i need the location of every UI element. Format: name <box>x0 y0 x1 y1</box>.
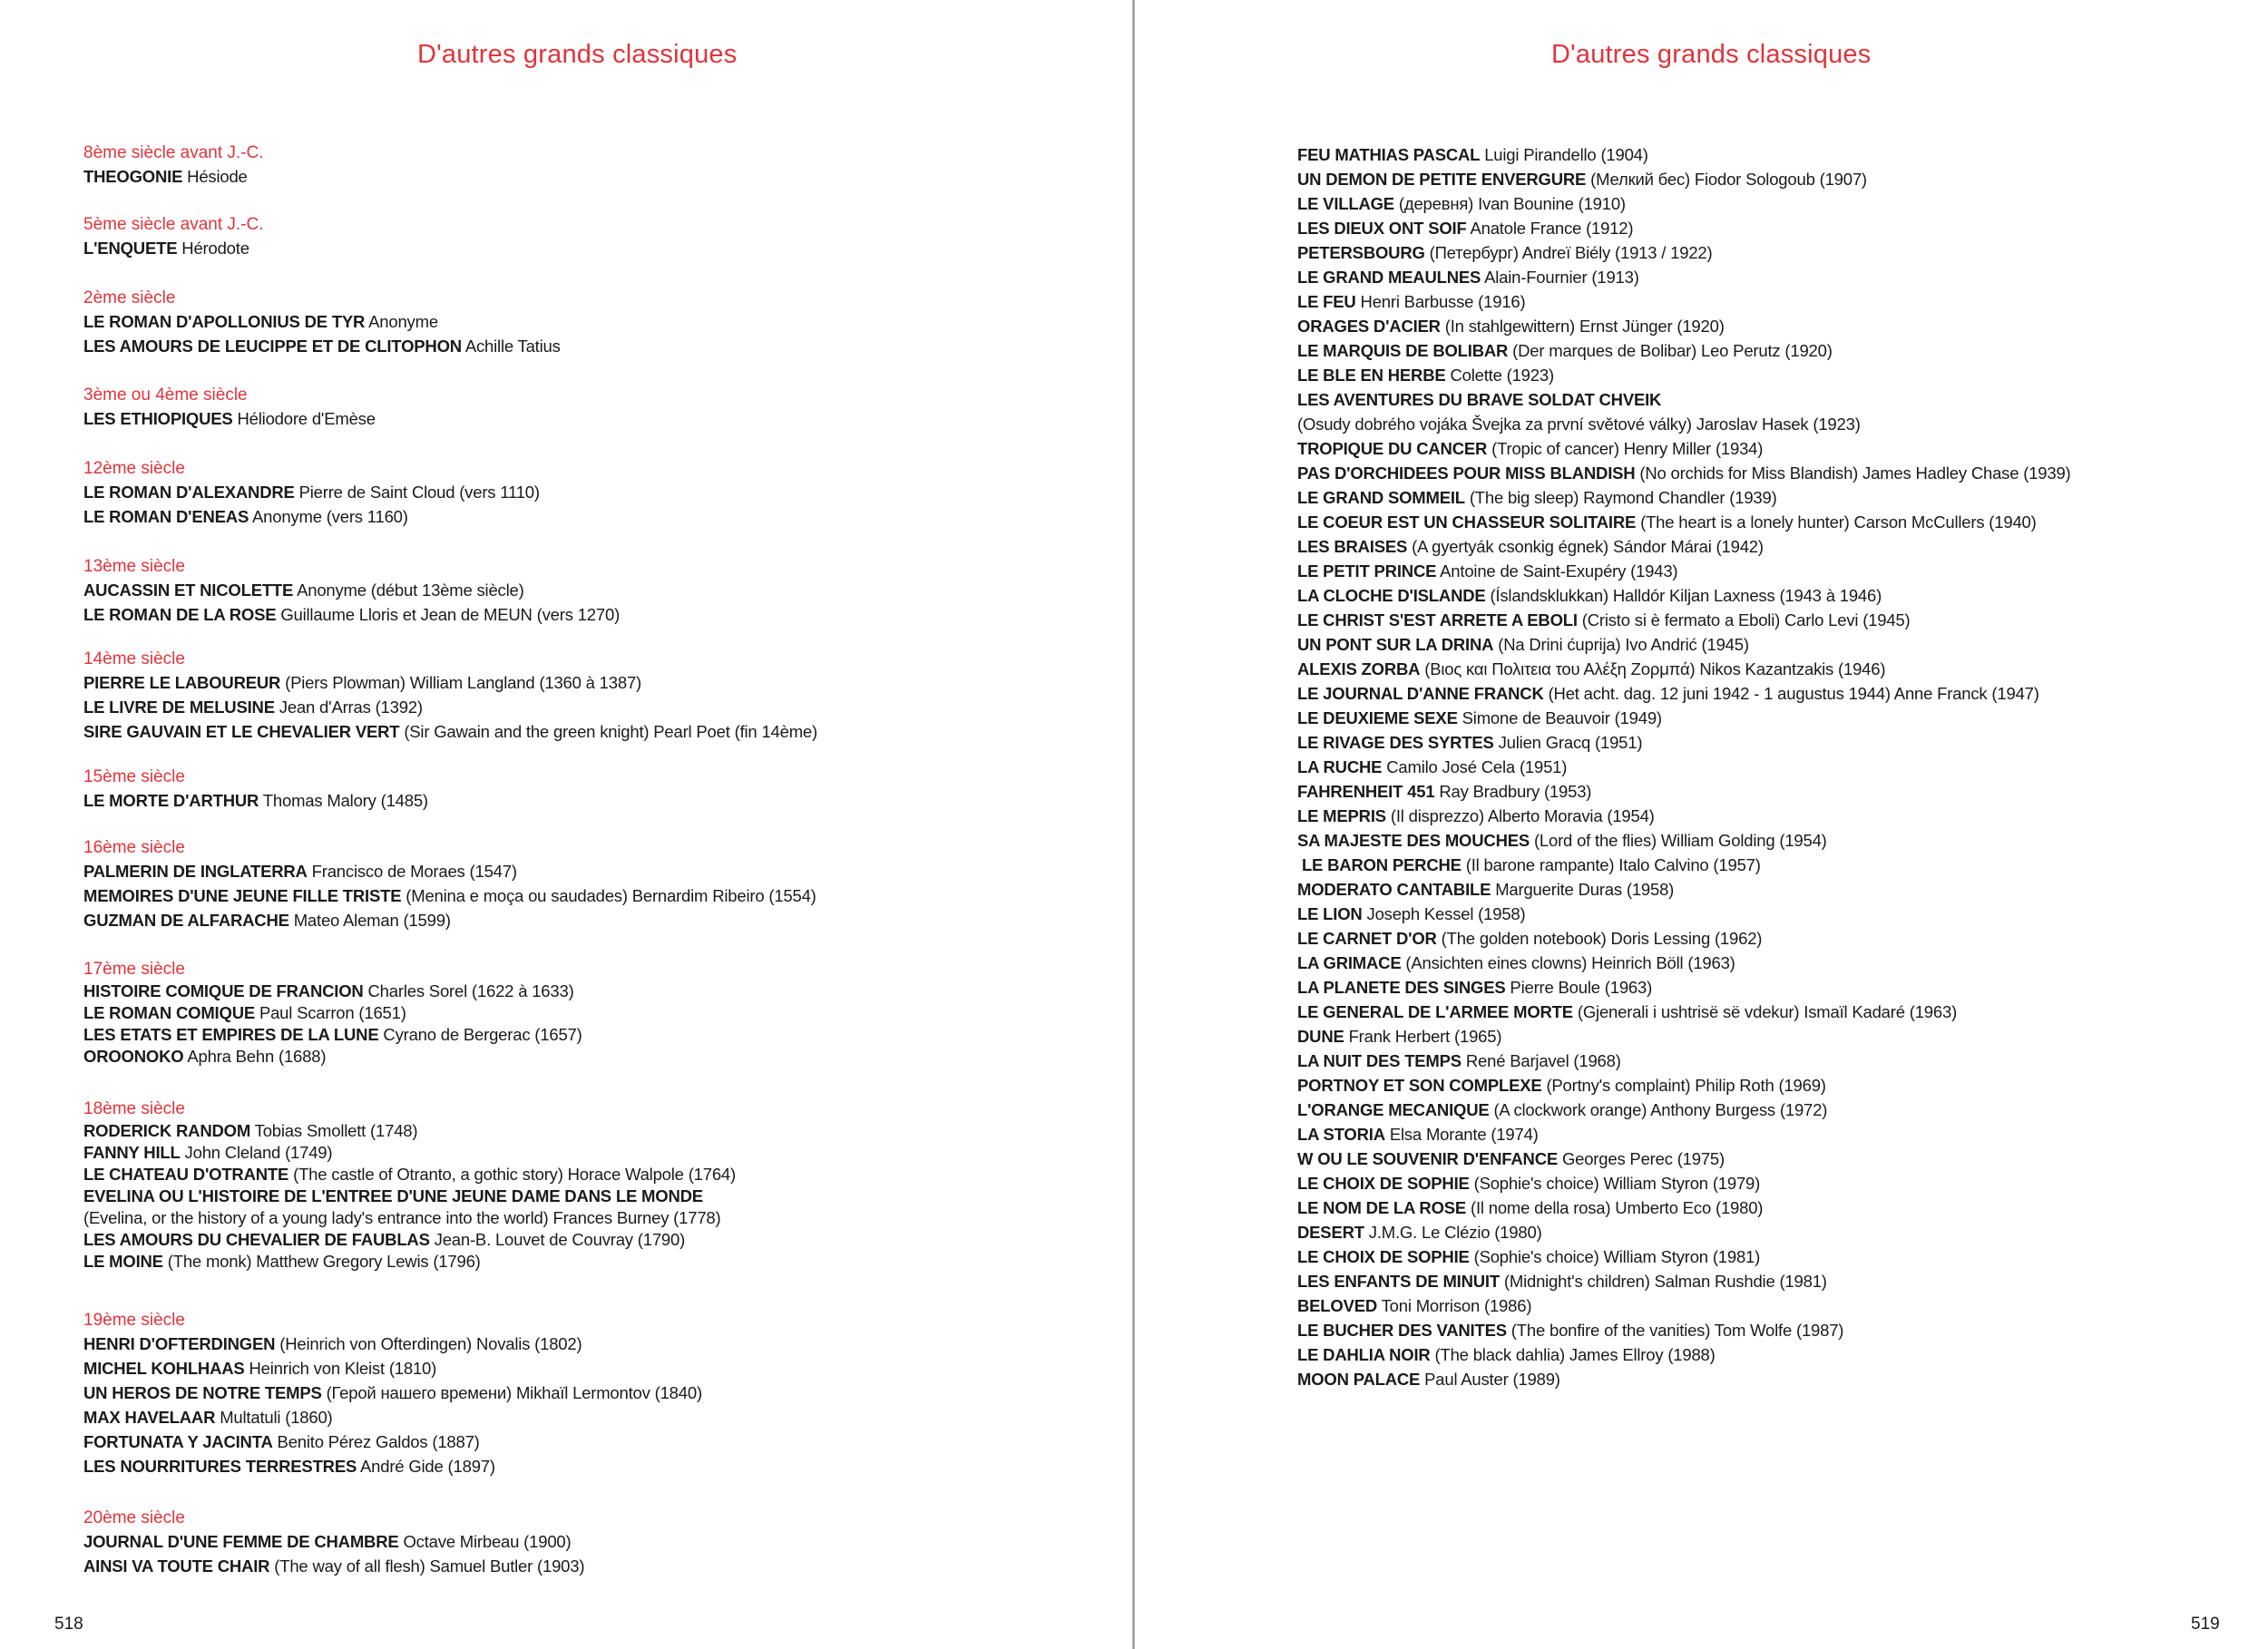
book-details: Mateo Aleman (1599) <box>288 911 451 930</box>
book-entry <box>1297 681 2071 706</box>
century-heading: 17ème siècle <box>83 960 185 979</box>
book-entry <box>83 1207 736 1229</box>
century-heading: 3ème ou 4ème siècle <box>83 385 248 405</box>
book-entry <box>1297 657 2071 681</box>
book-title: PETERSBOURG <box>1297 243 1425 262</box>
book-details: Frank Herbert (1965) <box>1344 1027 1502 1046</box>
century-heading: 14ème siècle <box>83 649 185 668</box>
book-title: LE RIVAGE DES SYRTES <box>1297 733 1494 752</box>
book-title: PIERRE LE LABOUREUR <box>83 673 281 692</box>
book-details: (Петербург) Andreï Biély (1913 / 1922) <box>1424 243 1713 262</box>
book-details: Camilo José Cela (1951) <box>1382 757 1568 776</box>
book-details: (The golden notebook) Doris Lessing (1962) <box>1436 929 1763 948</box>
book-details: Achille Tatius <box>461 337 561 356</box>
book-details: (Герой нашего времени) Mikhaïl Lermontov (1840) <box>321 1383 702 1402</box>
book-entry <box>83 1529 584 1554</box>
century-section <box>83 766 428 813</box>
right-page <box>1135 0 2268 1649</box>
book-title: LES ETATS ET EMPIRES DE LA LUNE <box>83 1025 379 1044</box>
book-title: SA MAJESTE DES MOUCHES <box>1297 831 1530 850</box>
book-details: (Der marques de Bolibar) Leo Perutz (1920) <box>1508 341 1833 360</box>
book-title: LE VILLAGE <box>1297 194 1394 213</box>
book-details: (Cristo si è fermato a Eboli) Carlo Levi (1945) <box>1577 610 1911 629</box>
book-details: Pierre de Saint Cloud (vers 1110) <box>294 483 540 502</box>
book-title: GUZMAN DE ALFARACHE <box>83 911 289 930</box>
century-section <box>83 556 620 627</box>
book-title: EVELINA OU L'HISTOIRE DE L'ENTREE D'UNE JEUNE DAME DANS LE MONDE <box>83 1186 703 1205</box>
book-details: Pierre Boule (1963) <box>1505 978 1653 997</box>
book-entry <box>1297 510 2071 534</box>
page-title: D'autres grands classiques <box>1551 40 1872 69</box>
book-title: LES AVENTURES DU BRAVE SOLDAT CHVEIK <box>1297 390 1662 409</box>
book-details: Cyrano de Bergerac (1657) <box>378 1025 582 1044</box>
book-details: Anonyme (vers 1160) <box>249 507 408 526</box>
book-details: Toni Morrison (1986) <box>1377 1296 1532 1315</box>
book-entry <box>1297 1073 2071 1098</box>
book-title: PAS D'ORCHIDEES POUR MISS BLANDISH <box>1297 463 1636 483</box>
book-details: Tobias Smollett (1748) <box>250 1121 418 1140</box>
book-entry <box>1297 1146 2071 1171</box>
book-details: (Menina e moça ou saudades) Bernardim Ribeiro (1554) <box>401 886 816 905</box>
book-details: Charles Sorel (1622 à 1633) <box>363 981 574 1000</box>
book-title: LE DAHLIA NOIR <box>1297 1345 1431 1364</box>
book-details: (Sir Gawain and the green knight) Pearl Poet (fin 14ème) <box>399 722 817 741</box>
book-title: LE ROMAN DE LA ROSE <box>83 605 277 624</box>
book-details: (Na Drini ćuprija) Ivo Andrić (1945) <box>1493 635 1749 654</box>
book-details: (The way of all flesh) Samuel Butler (1903) <box>269 1556 585 1576</box>
book-details: Henri Barbusse (1916) <box>1355 292 1526 311</box>
book-title: RODERICK RANDOM <box>83 1121 251 1140</box>
book-entry <box>1297 1244 2071 1269</box>
book-title: LE GENERAL DE L'ARMEE MORTE <box>1297 1002 1573 1021</box>
book-details: (A clockwork orange) Anthony Burgess (1972) <box>1489 1100 1828 1119</box>
book-entry <box>1297 1171 2071 1195</box>
book-title: LES ENFANTS DE MINUIT <box>1297 1272 1500 1291</box>
book-details: Julien Gracq (1951) <box>1493 733 1643 752</box>
book-title: LA STORIA <box>1297 1125 1385 1144</box>
book-title: LE MEPRIS <box>1297 806 1386 825</box>
book-details: Luigi Pirandello (1904) <box>1480 145 1648 164</box>
book-title: LA GRIMACE <box>1297 953 1402 972</box>
book-entry <box>1297 1049 2071 1073</box>
book-details: Ray Bradbury (1953) <box>1434 782 1592 801</box>
book-entry <box>1297 1367 2071 1391</box>
book-title: LE NOM DE LA ROSE <box>1297 1198 1467 1217</box>
book-title: LE CHATEAU D'OTRANTE <box>83 1165 289 1184</box>
book-title: LE COEUR EST UN CHASSEUR SOLITAIRE <box>1297 512 1637 532</box>
book-title: LES NOURRITURES TERRESTRES <box>83 1457 357 1476</box>
book-entry <box>83 1356 702 1381</box>
book-details: (Gjenerali i ushtrisë së vdekur) Ismaïl Kadaré (1963) <box>1572 1002 1958 1021</box>
book-title: DUNE <box>1297 1027 1344 1046</box>
book-entry <box>83 719 817 744</box>
book-title: LA CLOCHE D'ISLANDE <box>1297 586 1486 605</box>
book-title: MICHEL KOHLHAAS <box>83 1359 245 1378</box>
book-details: (Il disprezzo) Alberto Moravia (1954) <box>1385 806 1655 825</box>
book-details: Paul Scarron (1651) <box>255 1003 406 1022</box>
book-details: Georges Perec (1975) <box>1558 1149 1725 1168</box>
book-title: MODERATO CANTABILE <box>1297 880 1491 899</box>
book-title: UN DEMON DE PETITE ENVERGURE <box>1297 170 1587 189</box>
book-entry <box>1297 975 2071 1000</box>
book-entry <box>1297 1342 2071 1367</box>
book-entry <box>83 670 817 695</box>
book-title: LE MORTE D'ARTHUR <box>83 791 259 810</box>
page-number: 519 <box>2191 1615 2220 1634</box>
page-number: 518 <box>54 1615 83 1634</box>
book-title: UN HEROS DE NOTRE TEMPS <box>83 1383 322 1402</box>
book-entry <box>83 480 540 504</box>
century-heading: 8ème siècle avant J.-C. <box>83 143 264 162</box>
book-details: (The black dahlia) James Ellroy (1988) <box>1430 1345 1716 1364</box>
book-details: Hésiode <box>182 167 248 186</box>
book-entry <box>1297 559 2071 583</box>
book-entry <box>1297 363 2071 387</box>
book-title: MOON PALACE <box>1297 1370 1421 1389</box>
century-heading: 5ème siècle avant J.-C. <box>83 215 264 234</box>
book-entry <box>83 1454 702 1478</box>
book-title: ORAGES D'ACIER <box>1297 317 1441 336</box>
book-title: LE ROMAN COMIQUE <box>83 1003 255 1022</box>
book-title: LE LIVRE DE MELUSINE <box>83 698 275 717</box>
book-title: L'ORANGE MECANIQUE <box>1297 1100 1490 1119</box>
book-entry <box>1297 779 2071 804</box>
book-entry <box>83 859 816 883</box>
book-title: LE JOURNAL D'ANNE FRANCK <box>1297 684 1544 703</box>
book-title: PORTNOY ET SON COMPLEXE <box>1297 1076 1542 1095</box>
book-details: Alain-Fournier (1913) <box>1481 268 1639 287</box>
book-title: BELOVED <box>1297 1296 1378 1315</box>
century-section <box>83 288 561 358</box>
book-details: Hérodote <box>177 239 249 258</box>
century-section <box>83 1098 736 1273</box>
book-details: (Мелкий бес) Fiodor Sologoub (1907) <box>1586 170 1867 189</box>
book-details: (Il nome della rosa) Umberto Eco (1980) <box>1466 1198 1764 1217</box>
book-entry <box>1297 314 2071 338</box>
book-entry <box>83 788 428 813</box>
book-details: Thomas Malory (1485) <box>259 791 428 810</box>
book-title: LES AMOURS DE LEUCIPPE ET DE CLITOPHON <box>83 337 462 356</box>
book-title: LE GRAND MEAULNES <box>1297 268 1481 287</box>
book-title: AUCASSIN ET NICOLETTE <box>83 581 294 600</box>
book-details: J.M.G. Le Clézio (1980) <box>1364 1223 1542 1242</box>
book-entry <box>1297 1098 2071 1122</box>
book-details: (Tropic of cancer) Henry Miller (1934) <box>1487 439 1764 458</box>
book-entry <box>1297 730 2071 755</box>
book-entry <box>1297 1000 2071 1024</box>
book-entry <box>83 406 376 431</box>
book-entry <box>1297 1269 2071 1293</box>
book-entry <box>83 602 620 627</box>
century-section <box>83 837 816 932</box>
book-details: Multatuli (1860) <box>215 1408 333 1427</box>
book-details: (The monk) Matthew Gregory Lewis (1796) <box>162 1252 481 1271</box>
book-details: Paul Auster (1989) <box>1420 1370 1560 1389</box>
book-entry <box>1297 412 2071 436</box>
book-entry <box>83 1251 736 1273</box>
book-entry <box>83 1164 736 1186</box>
book-details: Francisco de Moraes (1547) <box>307 862 517 881</box>
century-section <box>83 1508 584 1578</box>
book-details: (Portny's complaint) Philip Roth (1969) <box>1541 1076 1826 1095</box>
book-title: LE CARNET D'OR <box>1297 929 1437 948</box>
book-entry <box>83 236 264 260</box>
book-title: FEU MATHIAS PASCAL <box>1297 145 1481 164</box>
book-entry <box>83 334 561 358</box>
book-title: LE PETIT PRINCE <box>1297 561 1437 581</box>
book-title: LES AMOURS DU CHEVALIER DE FAUBLAS <box>83 1230 430 1249</box>
book-details: (Il barone rampante) Italo Calvino (1957) <box>1461 855 1761 874</box>
book-entry <box>1297 191 2071 216</box>
century-section <box>83 214 264 260</box>
century-section <box>83 142 264 189</box>
book-entry <box>83 1381 702 1405</box>
book-details: Guillaume Lloris et Jean de MEUN (vers 1270) <box>276 605 621 624</box>
book-entry <box>1297 1220 2071 1244</box>
book-entry <box>1297 534 2071 559</box>
book-details: André Gide (1897) <box>357 1457 495 1476</box>
book-details: (No orchids for Miss Blandish) James Hadley Chase (1939) <box>1635 463 2071 483</box>
book-details: (Evelina, or the history of a young lady's entrance into the world) Frances Burney (1778) <box>83 1208 721 1227</box>
century-heading: 2ème siècle <box>83 288 176 307</box>
book-title: LE ROMAN D'ALEXANDRE <box>83 483 295 502</box>
book-title: LES BRAISES <box>1297 537 1408 556</box>
book-entry <box>83 1429 702 1454</box>
book-entry <box>1297 240 2071 265</box>
book-details: Marguerite Duras (1958) <box>1491 880 1675 899</box>
book-details: (The castle of Otranto, a gothic story) Horace Walpole (1764) <box>288 1165 736 1184</box>
book-details: (Lord of the flies) William Golding (1954) <box>1530 831 1827 850</box>
book-title: LE ROMAN D'ENEAS <box>83 507 249 526</box>
book-details: (Piers Plowman) William Langland (1360 à 1387) <box>280 673 641 692</box>
book-title: LE CHOIX DE SOPHIE <box>1297 1247 1470 1266</box>
book-entry <box>83 504 540 529</box>
book-details: Antoine de Saint-Exupéry (1943) <box>1436 561 1678 581</box>
book-title: LA NUIT DES TEMPS <box>1297 1051 1461 1070</box>
book-entry <box>1297 1318 2071 1342</box>
book-entry <box>1297 167 2071 191</box>
book-entry <box>83 164 264 189</box>
book-title: MEMOIRES D'UNE JEUNE FILLE TRISTE <box>83 886 402 905</box>
book-entry <box>1297 1195 2071 1220</box>
book-entry <box>1297 926 2071 951</box>
book-entry <box>83 1024 582 1046</box>
book-title: LE FEU <box>1297 292 1356 311</box>
book-details: Anatole France (1912) <box>1466 219 1634 238</box>
book-title: LES DIEUX ONT SOIF <box>1297 219 1467 238</box>
book-details: (деревня) Ivan Bounine (1910) <box>1393 194 1626 213</box>
page-title: D'autres grands classiques <box>417 40 738 69</box>
book-title: THEOGONIE <box>83 167 183 186</box>
century-heading: 19ème siècle <box>83 1311 185 1330</box>
book-entry <box>83 578 620 602</box>
book-title: LE BUCHER DES VANITES <box>1297 1321 1507 1340</box>
book-title: LE MOINE <box>83 1252 163 1271</box>
book-title: LE MARQUIS DE BOLIBAR <box>1297 341 1509 360</box>
book-entry <box>1297 755 2071 779</box>
century-section <box>83 959 582 1068</box>
book-entry <box>1297 289 2071 314</box>
book-details: (Sophie's choice) William Styron (1979) <box>1469 1174 1761 1193</box>
book-title: FANNY HILL <box>83 1143 181 1162</box>
book-entry <box>1297 216 2071 240</box>
book-title: PALMERIN DE INGLATERRA <box>83 862 308 881</box>
book-entry <box>83 1002 582 1024</box>
book-details: (In stahlgewittern) Ernst Jünger (1920) <box>1440 317 1725 336</box>
century-heading: 18ème siècle <box>83 1099 185 1118</box>
book-title: LE ROMAN D'APOLLONIUS DE TYR <box>83 312 366 331</box>
book-entry <box>1297 877 2071 902</box>
book-details: Jean-B. Louvet de Couvray (1790) <box>429 1230 686 1249</box>
book-entry <box>1297 951 2071 975</box>
book-title: HENRI D'OFTERDINGEN <box>83 1334 276 1353</box>
century-heading: 15ème siècle <box>83 767 185 786</box>
book-entry <box>83 1229 736 1251</box>
century-section <box>83 458 540 529</box>
book-entry <box>1297 265 2071 289</box>
book-entry <box>1297 804 2071 828</box>
book-details: (Sophie's choice) William Styron (1981) <box>1469 1247 1761 1266</box>
book-list <box>1297 142 2071 1391</box>
book-entry <box>83 309 561 334</box>
book-title: FAHRENHEIT 451 <box>1297 782 1435 801</box>
book-details: (Osudy dobrého vojáka Švejka za první světové války) Jaroslav Hasek (1923) <box>1297 415 1861 434</box>
century-section <box>83 385 376 431</box>
century-section <box>83 649 817 744</box>
book-entry <box>83 1120 736 1142</box>
century-heading: 13ème siècle <box>83 557 185 576</box>
century-heading: 20ème siècle <box>83 1508 185 1527</box>
book-details: (The heart is a lonely hunter) Carson McCullers (1940) <box>1636 512 2037 532</box>
book-title: LES ETHIOPIQUES <box>83 409 233 428</box>
book-entry <box>1297 1122 2071 1146</box>
book-title: JOURNAL D'UNE FEMME DE CHAMBRE <box>83 1532 399 1551</box>
book-title: LE LION <box>1297 904 1363 923</box>
book-title: LE CHOIX DE SOPHIE <box>1297 1174 1470 1193</box>
book-title: OROONOKO <box>83 1047 184 1066</box>
book-entry <box>83 1554 584 1578</box>
book-entry <box>1297 583 2071 608</box>
book-details: (A gyertyák csonkig égnek) Sándor Márai (1942) <box>1407 537 1764 556</box>
book-entry <box>1297 338 2071 363</box>
book-details: (Het acht. dag. 12 juni 1942 - 1 augustus 1944) Anne Franck (1947) <box>1543 684 2039 703</box>
book-title: UN PONT SUR LA DRINA <box>1297 635 1494 654</box>
book-details: Simone de Beauvoir (1949) <box>1457 708 1662 727</box>
book-title: LA PLANETE DES SINGES <box>1297 978 1506 997</box>
book-title: LE BARON PERCHE <box>1297 855 1461 874</box>
book-details: Colette (1923) <box>1445 366 1554 385</box>
book-entry <box>1297 387 2071 412</box>
book-entry <box>83 1142 736 1164</box>
book-details: (The big sleep) Raymond Chandler (1939) <box>1464 488 1777 507</box>
book-title: LE CHRIST S'EST ARRETE A EBOLI <box>1297 610 1578 629</box>
book-details: Elsa Morante (1974) <box>1384 1125 1539 1144</box>
left-page <box>0 0 1133 1649</box>
book-details: Joseph Kessel (1958) <box>1362 904 1526 923</box>
book-details: Aphra Behn (1688) <box>183 1047 327 1066</box>
book-entry <box>1297 902 2071 926</box>
book-title: HISTOIRE COMIQUE DE FRANCION <box>83 981 364 1000</box>
book-details: Benito Pérez Galdos (1887) <box>272 1432 480 1451</box>
book-title: FORTUNATA Y JACINTA <box>83 1432 273 1451</box>
book-details: René Barjavel (1968) <box>1461 1051 1621 1070</box>
book-entry <box>1297 706 2071 730</box>
book-entry <box>1297 1024 2071 1049</box>
century-heading: 12ème siècle <box>83 459 185 478</box>
book-title: L'ENQUETE <box>83 239 178 258</box>
century-heading: 16ème siècle <box>83 838 185 857</box>
book-details: John Cleland (1749) <box>180 1143 333 1162</box>
book-details: Héliodore d'Emèse <box>232 409 376 428</box>
book-title: LE BLE EN HERBE <box>1297 366 1446 385</box>
book-entry <box>1297 632 2071 657</box>
book-entry <box>1297 1293 2071 1318</box>
book-entry <box>83 695 817 719</box>
book-entry <box>83 908 816 932</box>
book-entry <box>83 1186 736 1207</box>
book-details: (Ansichten eines clowns) Heinrich Böll (1963) <box>1401 953 1735 972</box>
book-entry <box>83 1332 702 1356</box>
book-entry <box>1297 436 2071 461</box>
book-details: (Heinrich von Ofterdingen) Novalis (1802) <box>275 1334 582 1353</box>
book-entry <box>1297 142 2071 167</box>
book-title: SIRE GAUVAIN ET LE CHEVALIER VERT <box>83 722 400 741</box>
book-details: Anonyme (début 13ème siècle) <box>293 581 524 600</box>
book-details: Heinrich von Kleist (1810) <box>244 1359 437 1378</box>
book-title: ALEXIS ZORBA <box>1297 659 1421 678</box>
book-details: (The bonfire of the vanities) Tom Wolfe (1987) <box>1506 1321 1844 1340</box>
book-entry <box>83 883 816 908</box>
book-entry <box>1297 828 2071 853</box>
book-title: W OU LE SOUVENIR D'ENFANCE <box>1297 1149 1558 1168</box>
book-details: Anonyme <box>365 312 438 331</box>
book-entry <box>1297 608 2071 632</box>
book-title: AINSI VA TOUTE CHAIR <box>83 1556 270 1576</box>
book-entry <box>1297 485 2071 510</box>
book-title: MAX HAVELAAR <box>83 1408 216 1427</box>
book-entry <box>83 1046 582 1068</box>
book-title: DESERT <box>1297 1223 1364 1242</box>
book-details: (Βιος και Πολιτεια του Αλέξη Ζορμπά) Nikos Kazantzakis (1946) <box>1420 659 1886 678</box>
book-details: Jean d'Arras (1392) <box>274 698 423 717</box>
book-entry <box>1297 461 2071 485</box>
book-title: LE GRAND SOMMEIL <box>1297 488 1465 507</box>
book-details: Octave Mirbeau (1900) <box>398 1532 572 1551</box>
book-title: LA RUCHE <box>1297 757 1383 776</box>
book-entry <box>1297 853 2071 877</box>
book-title: TROPIQUE DU CANCER <box>1297 439 1488 458</box>
book-entry <box>83 981 582 1002</box>
century-section <box>83 1310 702 1478</box>
book-details: (Íslandsklukkan) Halldór Kiljan Laxness (1943 à 1946) <box>1485 586 1882 605</box>
book-entry <box>83 1405 702 1429</box>
book-title: LE DEUXIEME SEXE <box>1297 708 1458 727</box>
book-details: (Midnight's children) Salman Rushdie (1981) <box>1499 1272 1827 1291</box>
